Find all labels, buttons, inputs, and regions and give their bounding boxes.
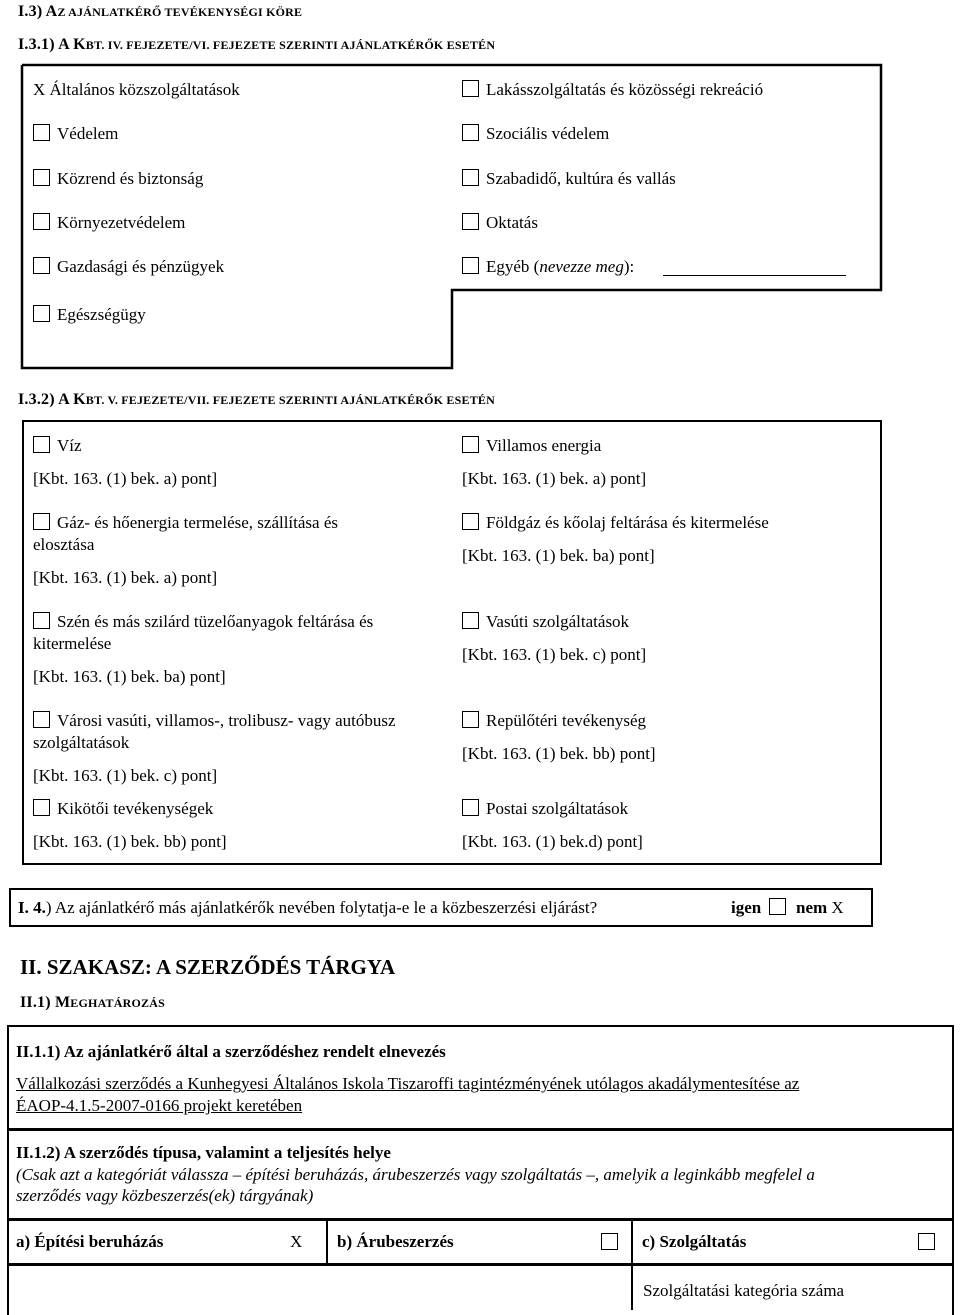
checkbox-box[interactable]: [33, 305, 50, 322]
checkbox-label: Postai szolgáltatások: [486, 799, 629, 818]
checkbox-gas-heat[interactable]: [33, 513, 338, 533]
checkbox-box[interactable]: [33, 799, 50, 816]
checkbox-label: Közrend és biztonság: [57, 169, 204, 188]
divider: [631, 1218, 633, 1310]
checkbox-health[interactable]: [33, 305, 146, 325]
type-supplies-checkbox[interactable]: [601, 1233, 618, 1250]
checkbox-box[interactable]: [33, 169, 50, 186]
type-works-label: a) Építési beruházás: [16, 1232, 164, 1251]
checkbox-box[interactable]: [462, 799, 479, 816]
checkbox-urban-transport[interactable]: [33, 711, 396, 731]
checkbox-box[interactable]: [462, 80, 479, 97]
section-ii12-note-line2: szerződés vagy közbeszerzés(ek) tárgyának): [16, 1186, 314, 1205]
divider: [7, 1218, 954, 1221]
checkbox-box[interactable]: [33, 124, 50, 141]
checkbox-social-protection[interactable]: [462, 124, 609, 144]
checkbox-general-public-services[interactable]: [33, 80, 240, 100]
answer-no[interactable]: [796, 898, 844, 918]
checkbox-water[interactable]: [33, 436, 82, 456]
ref-text: [Kbt. 163. (1) bek. c) pont]: [33, 766, 218, 785]
checkbox-box[interactable]: [33, 436, 50, 453]
contract-name-line2: ÉAOP-4.1.5-2007-0166 projekt keretében: [16, 1096, 303, 1115]
checkbox-box[interactable]: [462, 436, 479, 453]
checkbox-label: Egészségügy: [57, 305, 146, 324]
divider: [326, 1218, 328, 1265]
checkbox-label: Földgáz és kőolaj feltárása és kitermelése: [486, 513, 769, 532]
checkbox-port[interactable]: [33, 799, 213, 819]
checkbox-recreation-culture[interactable]: [462, 169, 676, 189]
checkbox-mark: X: [33, 80, 46, 99]
checkbox-economic-financial[interactable]: [33, 257, 224, 277]
ref-text: [Kbt. 163. (1) bek. bb) pont]: [462, 744, 656, 763]
checkbox-airport[interactable]: [462, 711, 646, 731]
checkbox-label: Általános közszolgáltatások: [49, 80, 240, 99]
section-ii1-title: II.1) MEGHATÁROZÁS: [20, 994, 165, 1011]
checkbox-railway[interactable]: [462, 612, 629, 632]
checkbox-public-order[interactable]: [33, 169, 203, 189]
checkbox-label-cont: kitermelése: [33, 634, 112, 653]
section-i32-title: I.3.2) A KBT. V. FEJEZETE/VII. FEJEZETE SZERINTI AJÁNLATKÉRŐK ESETÉN: [18, 391, 495, 408]
answer-no-label: nem: [796, 898, 828, 917]
answer-yes[interactable]: [731, 898, 793, 918]
section-i4-question: I. 4.) Az ajánlatkérő más ajánlatkérők nevében folytatja-e le a közbeszerzési eljárást?: [18, 898, 598, 917]
checkbox-label: Szabadidő, kultúra és vallás: [486, 169, 676, 188]
checkbox-housing[interactable]: [462, 80, 763, 100]
ref-text: [Kbt. 163. (1) bek. c) pont]: [462, 645, 647, 664]
ref-text: [Kbt. 163. (1) bek.d) pont]: [462, 832, 643, 851]
checkbox-label: Vasúti szolgáltatások: [486, 612, 630, 631]
section-ii11-title: II.1.1) Az ajánlatkérő által a szerződéshez rendelt elnevezés: [16, 1042, 446, 1061]
checkbox-label: Oktatás: [486, 213, 538, 232]
section-i3-title: I.3) AZ AJÁNLATKÉRŐ TEVÉKENYSÉGI KÖRE: [18, 3, 303, 20]
ref-text: [Kbt. 163. (1) bek. bb) pont]: [33, 832, 227, 851]
section-ii12-note-line1: (Csak azt a kategóriát válassza – építési beruházás, árubeszerzés vagy szolgáltatás –, amelyik a leginkább megfelel a: [16, 1165, 815, 1184]
checkbox-other[interactable]: [462, 257, 634, 277]
checkbox-box[interactable]: [33, 711, 50, 728]
section-ii-title: II. SZAKASZ: A SZERZŐDÉS TÁRGYA: [20, 955, 396, 979]
checkbox-box[interactable]: [462, 124, 479, 141]
checkbox-box[interactable]: [33, 257, 50, 274]
checkbox-label: Gáz- és hőenergia termelése, szállítása és: [57, 513, 338, 532]
other-fill-line[interactable]: [663, 275, 846, 276]
checkbox-natural-gas-oil[interactable]: [462, 513, 769, 533]
checkbox-defence[interactable]: [33, 124, 118, 144]
checkbox-label: Villamos energia: [486, 436, 602, 455]
checkbox-postal[interactable]: [462, 799, 628, 819]
checkbox-coal[interactable]: [33, 612, 373, 632]
type-services-checkbox[interactable]: [918, 1233, 935, 1250]
checkbox-box[interactable]: [462, 213, 479, 230]
checkbox-box[interactable]: [33, 513, 50, 530]
checkbox-label: Egyéb (: [486, 257, 540, 276]
checkbox-box[interactable]: [462, 169, 479, 186]
checkbox-label: Védelem: [57, 124, 119, 143]
checkbox-label: Szén és más szilárd tüzelőanyagok feltárása és: [57, 612, 374, 631]
checkbox-label: Kikötői tevékenységek: [57, 799, 214, 818]
checkbox-label: Városi vasúti, villamos-, trolibusz- vagy autóbusz: [57, 711, 396, 730]
divider: [7, 1263, 954, 1266]
type-works-mark[interactable]: X: [290, 1232, 303, 1251]
ref-text: [Kbt. 163. (1) bek. a) pont]: [462, 469, 647, 488]
ref-text: [Kbt. 163. (1) bek. ba) pont]: [33, 667, 226, 686]
checkbox-label-italic: nevezze meg: [539, 257, 624, 276]
section-ii12-title: II.1.2) A szerződés típusa, valamint a teljesítés helye: [16, 1143, 391, 1162]
checkbox-label: Víz: [57, 436, 82, 455]
checkbox-label-end: ):: [623, 257, 635, 276]
checkbox-label: Környezetvédelem: [57, 213, 186, 232]
checkbox-label-cont: elosztása: [33, 535, 95, 554]
service-category-label: Szolgáltatási kategória száma: [643, 1281, 845, 1300]
checkbox-box[interactable]: [462, 257, 479, 274]
answer-yes-label: igen: [731, 898, 762, 917]
checkbox-electricity[interactable]: [462, 436, 601, 456]
answer-no-mark: X: [831, 898, 844, 917]
checkbox-environment[interactable]: [33, 213, 185, 233]
checkbox-box[interactable]: [462, 513, 479, 530]
checkbox-label: Lakásszolgáltatás és közösségi rekreáció: [486, 80, 764, 99]
contract-name-line1: Vállalkozási szerződés a Kunhegyesi Általános Iskola Tiszaroffi tagintézményének utólagos akadálymentesítése az: [16, 1074, 800, 1093]
section-i31-title: I.3.1) A KBT. IV. FEJEZETE/VI. FEJEZETE SZERINTI AJÁNLATKÉRŐK ESETÉN: [18, 36, 496, 53]
type-services-label: c) Szolgáltatás: [642, 1232, 747, 1251]
checkbox-box[interactable]: [462, 612, 479, 629]
checkbox-label: Gazdasági és pénzügyek: [57, 257, 225, 276]
checkbox-label-cont: szolgáltatások: [33, 733, 130, 752]
ref-text: [Kbt. 163. (1) bek. ba) pont]: [462, 546, 655, 565]
checkbox-label: Szociális védelem: [486, 124, 610, 143]
checkbox-box[interactable]: [33, 213, 50, 230]
ref-text: [Kbt. 163. (1) bek. a) pont]: [33, 469, 218, 488]
checkbox-box[interactable]: [462, 711, 479, 728]
ref-text: [Kbt. 163. (1) bek. a) pont]: [33, 568, 218, 587]
type-supplies-label: b) Árubeszerzés: [337, 1232, 454, 1251]
checkbox-box[interactable]: [33, 612, 50, 629]
checkbox-label: Repülőtéri tevékenység: [486, 711, 647, 730]
checkbox-box[interactable]: [769, 898, 786, 915]
checkbox-education[interactable]: [462, 213, 538, 233]
divider: [7, 1128, 954, 1131]
